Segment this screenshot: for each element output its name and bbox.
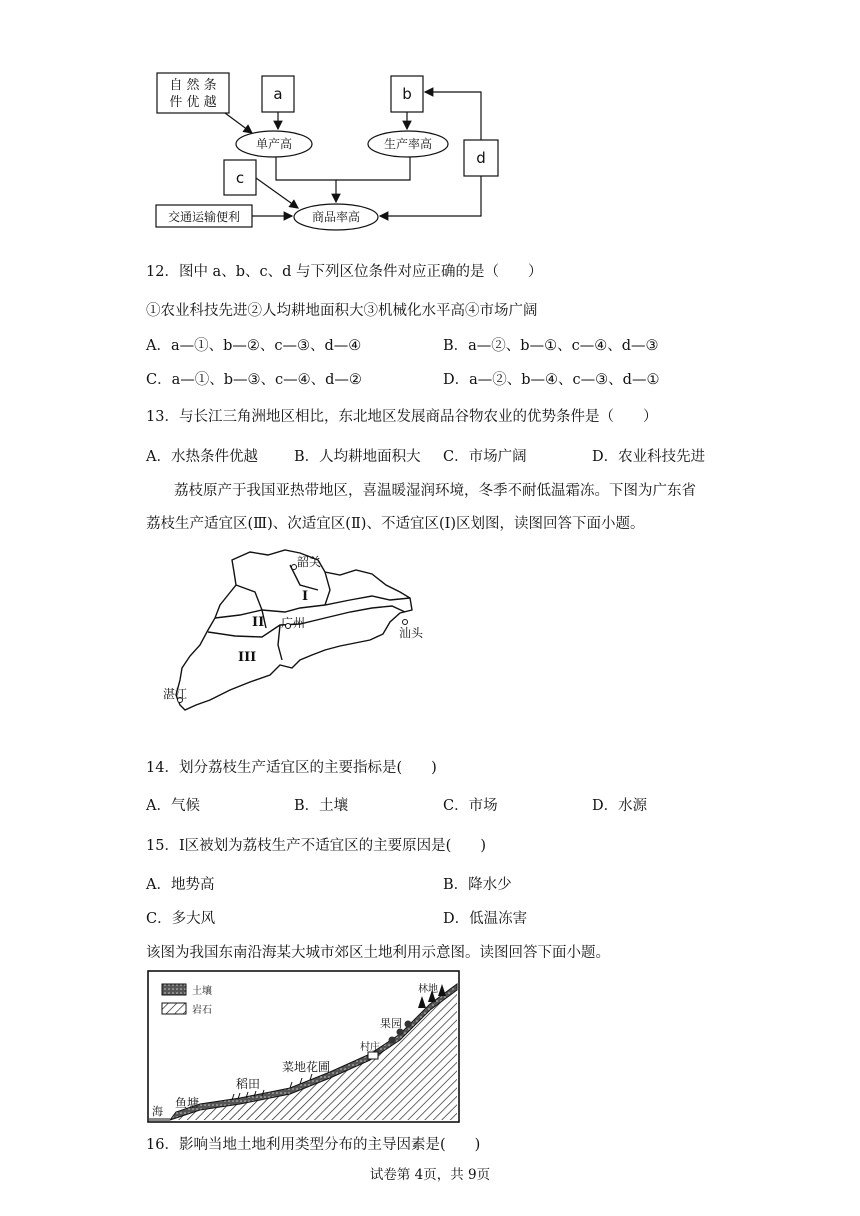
q15-option-a[interactable]: A．地势高 [146,877,215,893]
q15-option-c[interactable]: C．多大风 [146,911,216,927]
landuse-cross-section [146,968,462,1125]
q13-option-d[interactable]: D．农业科技先进 [592,449,706,465]
lychee-intro-line1: 荔枝原产于我国亚热带地区，喜温暖湿润环境，冬季不耐低温霜冻。下图为广东省 [174,483,696,499]
q14-option-a[interactable]: A．气候 [146,798,200,814]
q14-option-c[interactable]: C．市场 [443,798,498,814]
q12-option-b[interactable]: B．a—②、b—①、c—④、d—③ [443,338,659,354]
zone-2-label: II [252,615,265,630]
legend-rock-label: 岩石 [192,1005,212,1016]
q14-option-d[interactable]: D．水源 [592,798,648,814]
question-12-statements: ①农业科技先进②人均耕地面积大③机械化水平高④市场广阔 [146,303,538,319]
agriculture-flowchart [140,60,520,235]
zone-3-label: III [238,650,257,665]
zhanjiang-label: 湛江 [163,687,188,701]
question-16-stem: 16．影响当地土地利用类型分布的主导因素是( ) [146,1137,481,1153]
q13-option-c[interactable]: C．市场广阔 [443,449,527,465]
page-footer: 试卷第 4页，共 9页 [369,1167,491,1183]
question-13-stem: 13．与长江三角洲地区相比，东北地区发展商品谷物农业的优势条件是（ ） [146,409,658,425]
q12-option-d[interactable]: D．a—②、b—④、c—③、d—① [443,372,660,388]
question-15-stem: 15．I区被划为荔枝生产不适宜区的主要原因是( ) [146,838,486,854]
shantou-label: 汕头 [399,626,424,640]
natural-label-line1: 自 然 条 [169,78,217,93]
fishpond-label: 鱼塘 [175,1096,200,1110]
lychee-intro-line2: 荔枝生产适宜区(Ⅲ)、次适宜区(Ⅱ)、不适宜区(Ⅰ)区划图，读图回答下面小题。 [146,516,645,532]
legend-rock-swatch [162,1003,186,1014]
q15-option-b[interactable]: B．降水少 [443,877,512,893]
q12-option-c[interactable]: C．a—①、b—③、c—④、d—② [146,372,362,388]
shantou-marker [403,620,408,625]
landuse-intro: 该图为我国东南沿海某大城市郊区土地利用示意图。读图回答下面小题。 [146,945,610,961]
transport-label: 交通运输便利 [167,210,241,224]
village-label: 村庄 [360,1042,380,1053]
q15-option-d[interactable]: D．低温冻害 [443,911,528,927]
village-house-icon [368,1052,378,1059]
question-12-stem: 12．图中 a、b、c、d 与下列区位条件对应正确的是（ ） [146,264,543,280]
legend-soil-swatch [162,984,186,995]
guangzhou-label: 广州 [281,616,306,630]
q13-option-a[interactable]: A．水热条件优越 [146,449,258,465]
sea-area [149,1118,170,1121]
shaoguan-marker [292,565,297,570]
orchard-label: 果园 [380,1017,402,1030]
yield-label: 单产高 [255,137,293,151]
box-c-label: c [235,169,245,187]
guangdong-lychee-map [160,545,424,730]
vegetable-label: 菜地花圃 [282,1060,331,1074]
legend-soil-label: 土壤 [192,986,212,997]
q14-option-b[interactable]: B．土壤 [294,798,349,814]
box-a-label: a [273,85,283,103]
forest-label: 林地 [418,984,438,995]
shaoguan-label: 韶关 [297,555,322,569]
commodity-label: 商品率高 [311,210,361,224]
natural-label-line2: 件 优 越 [169,95,217,110]
paddy-label: 稻田 [236,1077,261,1091]
q13-option-b[interactable]: B．人均耕地面积大 [294,449,421,465]
zone-1-label: I [302,589,309,604]
box-b-label: b [402,85,412,103]
question-14-stem: 14．划分荔枝生产适宜区的主要指标是( ) [146,760,437,776]
q12-option-a[interactable]: A．a—①、b—②、c—③、d—④ [146,338,362,354]
sea-label: 海 [152,1105,163,1118]
productivity-label: 生产率高 [383,137,433,151]
box-d-label: d [476,149,486,167]
